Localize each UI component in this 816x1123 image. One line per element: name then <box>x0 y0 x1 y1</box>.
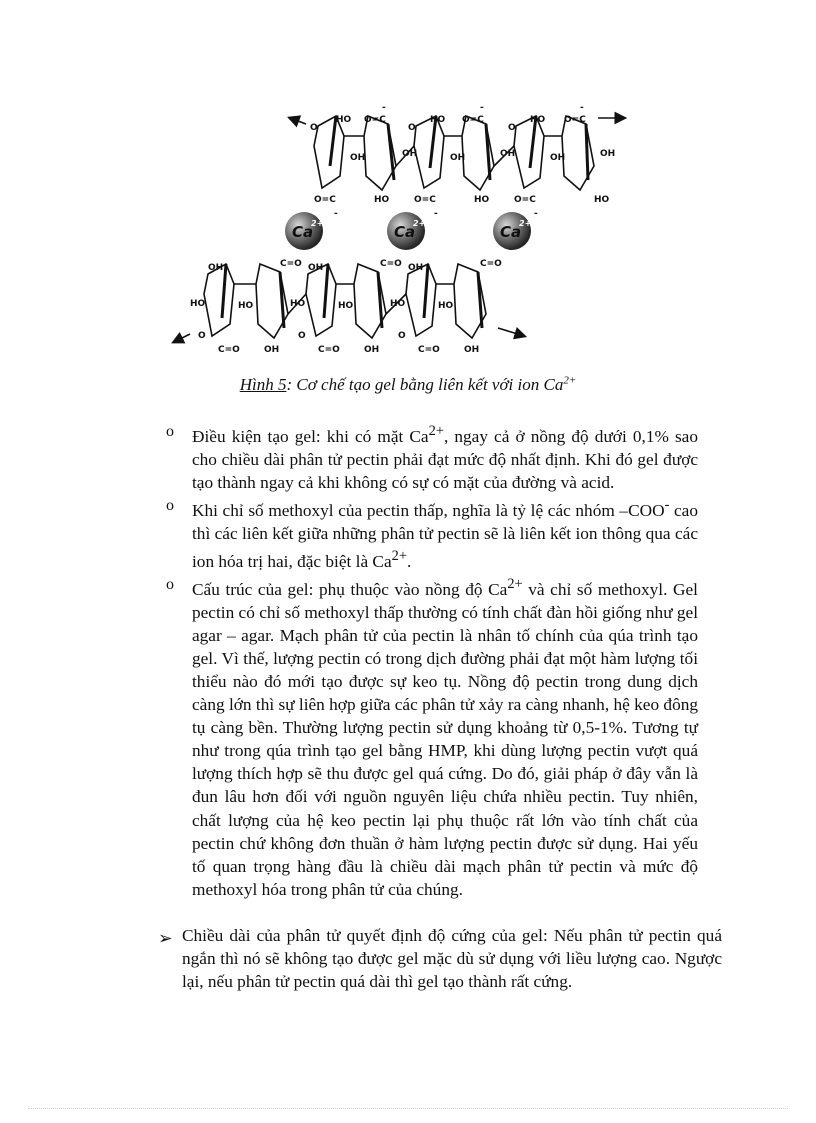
group-label: O=C <box>364 115 386 125</box>
group-label: OH <box>550 153 566 163</box>
group-label: O <box>198 331 206 341</box>
group-label: HO <box>336 115 352 125</box>
group-label: O <box>408 123 416 133</box>
group-label: HO <box>430 115 446 125</box>
group-label: OH <box>450 153 466 163</box>
ion-symbol: Ca <box>394 223 416 241</box>
group-label: O=C <box>414 195 436 205</box>
pectin-structure-diagram <box>168 96 638 361</box>
group-label: OH <box>364 345 380 355</box>
group-label: HO <box>390 299 406 309</box>
circle-bullet-icon: o <box>166 575 174 593</box>
group-label: O=C <box>462 115 484 125</box>
group-label: OH <box>408 263 424 273</box>
group-label: HO <box>190 299 206 309</box>
calcium-ion <box>285 212 323 250</box>
caption-text: : Cơ chế tạo gel bằng liên kết với ion Ca <box>286 375 564 394</box>
group-label: HO <box>238 301 254 311</box>
group-label: O <box>310 123 318 133</box>
charge-label: - <box>382 103 386 113</box>
group-label: HO <box>374 195 390 205</box>
figure-label: Hình 5 <box>239 375 287 394</box>
group-label: HO <box>530 115 546 125</box>
group-label: C=O <box>318 345 340 355</box>
group-label: C=O <box>480 259 502 269</box>
calcium-ion <box>387 212 425 250</box>
group-label: OH <box>308 263 324 273</box>
arrow-list-item <box>158 924 722 993</box>
group-label: HO <box>338 301 354 311</box>
group-label: C=O <box>280 259 302 269</box>
charge-label: - <box>480 103 484 113</box>
charge-label: - <box>580 103 584 113</box>
group-label: OH <box>264 345 280 355</box>
ion-charge: 2+ <box>519 219 532 228</box>
ion-symbol: Ca <box>500 223 522 241</box>
group-label: O <box>298 331 306 341</box>
pectin-calcium-gel-figure <box>168 96 638 361</box>
group-label: O=C <box>514 195 536 205</box>
ion-symbol: Ca <box>292 223 314 241</box>
group-label: C=O <box>380 259 402 269</box>
group-label: OH <box>464 345 480 355</box>
charge-label: - <box>534 209 538 219</box>
figure-caption <box>0 375 816 395</box>
group-label: O=C <box>314 195 336 205</box>
group-label: OH <box>500 149 516 159</box>
group-label: HO <box>594 195 610 205</box>
group-label: HO <box>438 301 454 311</box>
group-label: O=C <box>564 115 586 125</box>
bullet-list <box>160 420 698 901</box>
group-label: OH <box>350 153 366 163</box>
group-label: O <box>398 331 406 341</box>
group-label: OH <box>402 149 418 159</box>
group-label: C=O <box>418 345 440 355</box>
charge-label: - <box>334 209 338 219</box>
ion-charge: 2+ <box>311 219 324 228</box>
calcium-ion <box>493 212 531 250</box>
arrow-item-text: Chiều dài của phân tử quyết định độ cứng của gel: Nếu phân tử pectin quá ngắn thì nó sẽ không tạo được gel mặc dù sử dụng với liều lượng cao. Ngược lại, nếu phân tử pectin quá dài thì gel tạo thành rất cứng. <box>182 926 722 992</box>
group-label: OH <box>600 149 616 159</box>
group-label: O <box>508 123 516 133</box>
group-label: OH <box>208 263 224 273</box>
charge-label: - <box>434 209 438 219</box>
page-footer-rule <box>28 1108 788 1109</box>
group-label: C=O <box>218 345 240 355</box>
group-label: HO <box>290 299 306 309</box>
ion-charge: 2+ <box>413 219 426 228</box>
circle-bullet-icon: o <box>166 497 174 515</box>
caption-superscript: 2+ <box>563 374 577 387</box>
list-item: o Khi chỉ số methoxyl của pectin thấp, nghĩa là tỷ lệ các nhóm –COO- cao thì các liên kết giữa những phân tử pectin sẽ là liên kết ion thông qua các ion hóa trị hai, đặc biệt là $Ca^{2+}$. <box>160 494 698 573</box>
list-item: o Cấu trúc của gel: phụ thuộc vào nồng độ $Ca^{2+}$ và chỉ số methoxyl. Gel pectin có chỉ số methoxyl thấp thường có tính chất đàn hồi giống như gel agar – agar. Mạch phân tử của pectin là nhân tố chính của qúa trình tạo gel. Vì thế, lượng pectin có trong dịch đường phải đạt một hàm lượng tối thiểu nào đó mới tạo được sự keo tụ. Nồng độ pectin trong dung dịch càng lớn thì sự liên hợp giữa các phân tử xảy ra càng nhanh, hệ keo đông tụ càng bền. Thường lượng pectin sử dụng khoảng từ 0,5-1%. Tương tự như trong qúa trình tạo gel bằng HMP, khi dùng lượng pectin vượt quá lượng thích hợp sẽ thu được gel quá cứng. Do đó, giải pháp ở đây vẫn là đun lâu hơn đối với nguồn nguyên liệu chứa nhiều pectin. Tuy nhiên, chất lượng của hệ keo pectin lại phụ thuộc rất lớn vào tính chất của pectin chứ không đơn thuần ở hàm lượng pectin được sử dụng. Hai yếu tố quan trọng hàng đầu là chiều dài mạch phân tử pectin và mức độ methoxyl hóa trong phân tử của chúng. <box>160 573 698 901</box>
arrow-bullet-icon: ➢ <box>158 929 173 948</box>
list-item: o Điều kiện tạo gel: khi có mặt $Ca^{2+}$, ngay cả ở nồng độ dưới 0,1% sao cho chiều dài phân tử pectin phải đạt mức độ nhất định. Khi đó gel được tạo thành ngay cả khi không có sự có mặt của đường và acid. <box>160 420 698 494</box>
circle-bullet-icon: o <box>166 423 174 440</box>
group-label: HO <box>474 195 490 205</box>
